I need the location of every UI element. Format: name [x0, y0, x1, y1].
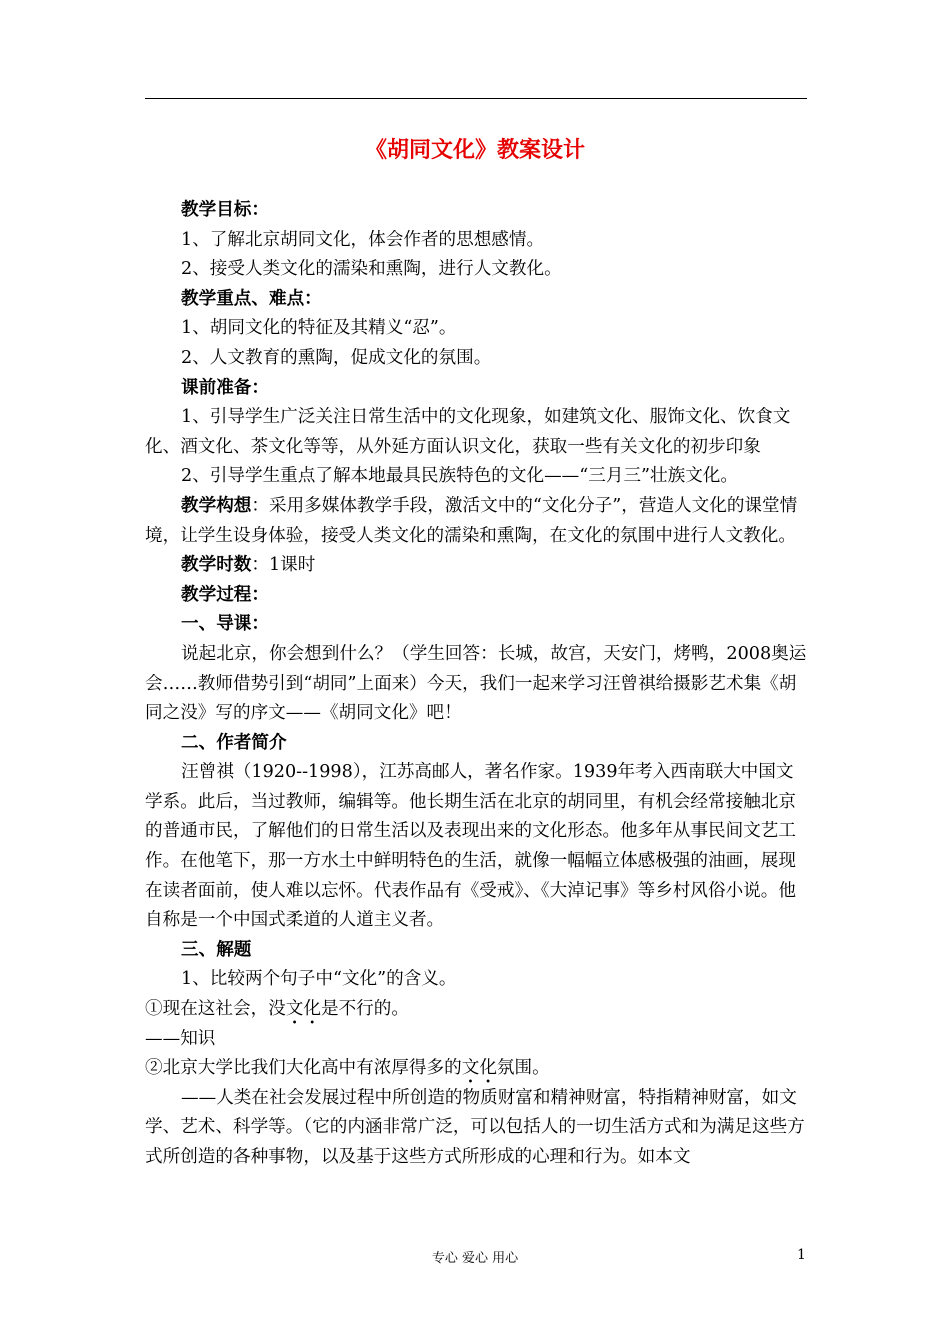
answer-1: ——知识 [145, 1028, 216, 1049]
header-rule [145, 98, 807, 99]
hours-label: 教学时数 [181, 555, 252, 576]
key-point-item: 1、胡同文化的特征及其精义“忍”。 [181, 318, 457, 339]
hours-text: ：1课时 [251, 555, 316, 576]
concept-paragraph [145, 492, 807, 551]
example-sentence-2 [145, 1054, 807, 1084]
objectives-heading: 教学目标： [181, 200, 269, 220]
section-intro-heading: 一、导课： [181, 614, 269, 635]
objective-item: 2、接受人类文化的濡染和熏陶，进行人文教化。 [181, 259, 562, 280]
key-points-heading: 教学重点、难点： [181, 288, 322, 309]
section-intro-text: 说起北京，你会想到什么？（学生回答：长城，故宫，天安门，烤鸭，2008奥运会……教师借势引到“胡同”上面来）今天，我们一起来学习汪曾祺给摄影艺术集《胡同之没》写的序文——《胡同文化》吧！ [145, 643, 807, 724]
emphasized-char: 文 [285, 999, 304, 1020]
emphasized-char: 化 [479, 1058, 497, 1079]
preparation-heading: 课前准备： [181, 377, 269, 398]
key-point-item: 2、人文教育的熏陶，促成文化的氛围。 [181, 347, 492, 368]
emphasized-char: 化 [303, 999, 321, 1020]
document-body [145, 196, 807, 1173]
page-footer: 专心 爱心 用心 [431, 1251, 519, 1266]
section-author-text: 汪曾祺（1920--1998），江苏高邮人，著名作家。1939年考入西南联大中国文学系。此后，当过教师，编辑等。他长期生活在北京的胡同里，有机会经常接触北京的普通市民，了解他们的日常生活以及表现出来的文化形态。他多年从事民间文艺工作。在他笔下，那一方水土中鲜明特色的生活，就像一幅幅立体感极强的油画，展现在读者面前，使人难以忘怀。代表作品有《受戒》、《大淖记事》等乡村风俗小说。他自称是一个中国式柔道的人道主义者。 [145, 762, 796, 931]
example-sentence-1 [145, 995, 807, 1025]
preparation-item: 1、引导学生广泛关注日常生活中的文化现象，如建筑文化、服饰文化、饮食文化、酒文化、茶文化等等，从外延方面认识文化，获取一些有关文化的初步印象 [145, 407, 791, 457]
emphasized-char: 文 [461, 1058, 480, 1079]
hours-paragraph [145, 551, 807, 581]
document-title: 《胡同文化》教案设计 [364, 138, 585, 163]
concept-label: 教学构想 [181, 495, 252, 516]
comparison-question: 1、比较两个句子中“文化”的含义。 [181, 969, 457, 990]
preparation-item: 2、引导学生重点了解本地最具民族特色的文化——“三月三”壮族文化。 [181, 466, 738, 487]
section-title-analysis-heading: 三、解题 [181, 939, 252, 960]
objective-item: 1、了解北京胡同文化，体会作者的思想感情。 [181, 229, 545, 250]
process-heading: 教学过程： [181, 584, 269, 605]
concept-text: ：采用多媒体教学手段，激活文中的“文化分子”，营造人文化的课堂情境，让学生设身体验，接受人类文化的濡染和熏陶，在文化的氛围中进行人文教化。 [145, 495, 798, 546]
sentence-text: ①现在这社会，没 [145, 999, 286, 1020]
section-author-heading: 二、作者简介 [181, 732, 287, 753]
sentence-text: 氛围。 [496, 1058, 550, 1079]
page-number: 1 [797, 1247, 806, 1263]
answer-2: ——人类在社会发展过程中所创造的物质财富和精神财富，特指精神财富，如文学、艺术、科学等。（它的内涵非常广泛，可以包括人的一切生活方式和为满足这些方式所创造的各种事物，以及基于这些方式所形成的心理和行为。如本文 [145, 1087, 805, 1167]
sentence-text: 是不行的。 [320, 999, 409, 1020]
sentence-text: ②北京大学比我们大化高中有浓厚得多的 [145, 1058, 462, 1079]
